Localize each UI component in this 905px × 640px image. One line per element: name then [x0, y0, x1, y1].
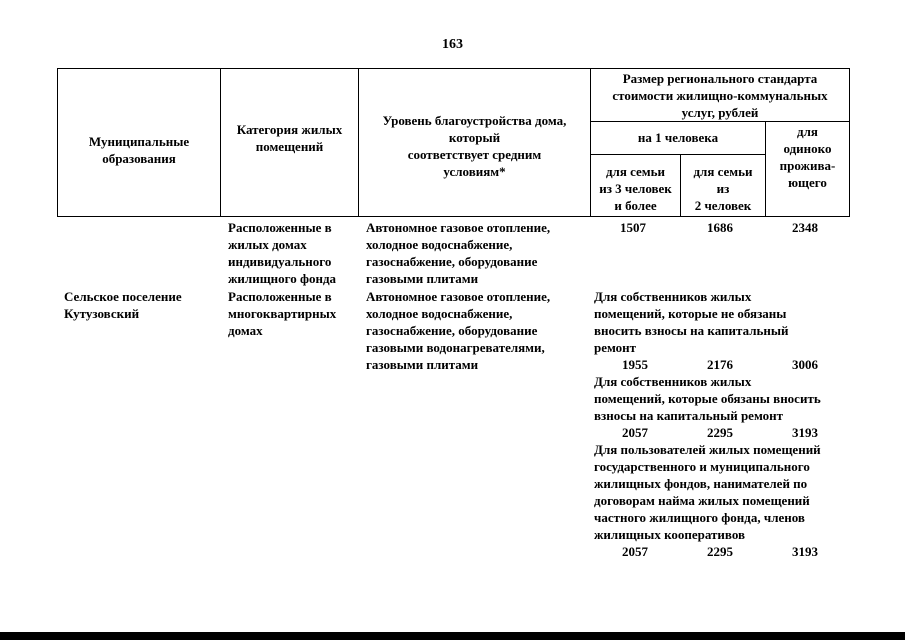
- group3-family3-value: 2057: [622, 544, 648, 559]
- row1-family2-value: 1686: [707, 220, 733, 235]
- group2-family2-value: 2295: [707, 425, 733, 440]
- row1-family3-value: 1507: [620, 220, 646, 235]
- header-family3: для семьи из 3 человек и более: [599, 164, 672, 213]
- header-standard: Размер регионального стандарта стоимости жилищно-коммунальных услуг, рублей: [612, 71, 828, 120]
- header-category: Категория жилых помещений: [236, 122, 343, 154]
- scan-border: [0, 632, 905, 640]
- group3-single-value: 3193: [792, 544, 818, 559]
- header-single: для одиноко прожива- ющего: [779, 124, 836, 190]
- group3-family2-value: 2295: [707, 544, 733, 559]
- group1-single-value: 3006: [792, 357, 818, 372]
- municipality-name: Сельское поселение Кутузовский: [64, 289, 182, 321]
- group1-label: Для собственников жилых помещений, которые не обязаны вносить взносы на капитальный ремонт: [594, 289, 789, 355]
- group1-family3-value: 1955: [622, 357, 648, 372]
- group3-label: Для пользователей жилых помещений государственного и муниципального жилищных фондов, нанимателей по договорам найма жилых помещений частного жилищного фонда, членов жилищных кооперативов: [594, 442, 821, 542]
- page-number: 163: [442, 37, 463, 52]
- header-per-person: на 1 человека: [637, 130, 719, 145]
- row2-amenities: Автономное газовое отопление, холодное водоснабжение, газоснабжение, оборудование газовыми водонагревателями, газовыми плитами: [366, 289, 551, 372]
- header-municipality: Муниципальные образования: [88, 134, 190, 166]
- row1-category: Расположенные в жилых домах индивидуального жилищного фонда: [228, 220, 337, 286]
- header-amenities: Уровень благоустройства дома, который соответствует средним условиям*: [382, 113, 567, 179]
- row1-amenities: Автономное газовое отопление, холодное водоснабжение, газоснабжение, оборудование газовыми плитами: [366, 220, 551, 286]
- row1-single-value: 2348: [792, 220, 818, 235]
- header-family2: для семьи из 2 человек: [693, 164, 753, 213]
- group1-family2-value: 2176: [707, 357, 733, 372]
- group2-family3-value: 2057: [622, 425, 648, 440]
- group2-label: Для собственников жилых помещений, которые обязаны вносить взносы на капитальный ремонт: [594, 374, 821, 423]
- row2-category: Расположенные в многоквартирных домах: [228, 289, 337, 338]
- group2-single-value: 3193: [792, 425, 818, 440]
